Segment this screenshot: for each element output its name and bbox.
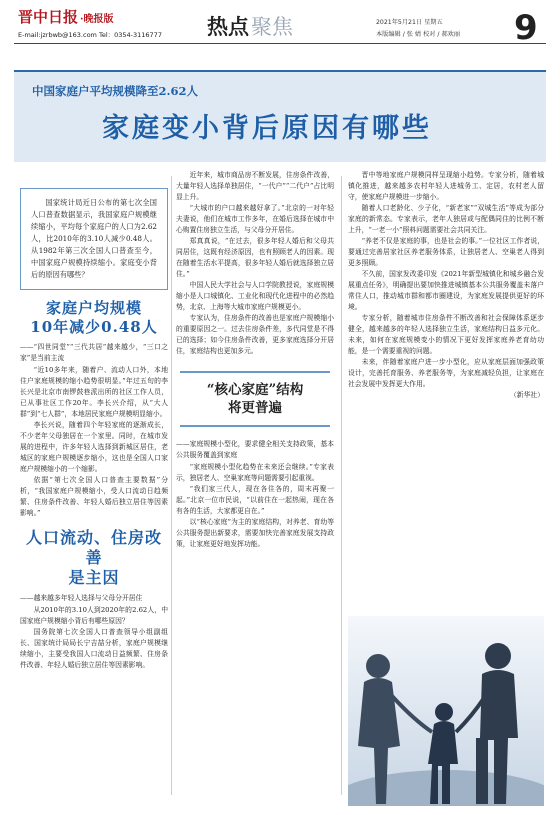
section1-para: 李长兴说，随着四个年轻家庭的逐渐成长，不少老年父母独居在一个家里。同时，在城市发展的进程中，许多年轻人选择到新城区居住，老城区的家庭户规模逐步缩小，这也是全国人口家庭户规模缩小的一个缩影。	[20, 421, 168, 473]
issue-date: 2021年5月21日 星期五	[376, 19, 443, 26]
col3-para: “养老不仅是家庭的事，也是社会的事。”一位社区工作者说，要通过完善居家社区养老服务体系，让独居老人、空巢老人得到更多照顾。	[348, 237, 544, 267]
col2-para: 郑真真说，“在过去，很多年轻人婚后和父母共同居住，这既有经济原因，也有照顾老人的因素。现在随着生活水平提高，很多年轻人婚后就选择独立居住。”	[176, 237, 334, 278]
page-number: 9	[514, 8, 538, 48]
section2-byline: ——越来越多年轻人选择与父母分开居住	[20, 594, 143, 602]
section-sub: 聚焦	[251, 15, 293, 39]
issue-info	[376, 18, 511, 39]
column-3	[348, 170, 544, 610]
section1-title: 家庭户均规模 10年减少0.48人	[30, 299, 158, 336]
pull-quote-heading: “核心家庭”结构 将更普遍	[180, 371, 330, 427]
column-1	[20, 170, 168, 770]
newspaper-logo	[18, 6, 142, 28]
section2-para: 国务院第七次全国人口普查领导小组副组长、国家统计局局长宁吉喆分析，家庭户规模继续缩小，主要受我国人口流动日益频繁、住房条件改善、年轻人婚后独立居住等因素影响。	[20, 628, 168, 669]
section-name: 热点	[207, 14, 249, 39]
col3-para: 晋中等地家庭户规模同样呈现缩小趋势。专家分析，随着城镇化推进，越来越多农村年轻人进城务工、定居，农村老人留守，使家庭户规模进一步缩小。	[348, 171, 544, 201]
col2-para: “大城市的户口越来越好拿了。”北京的一对年轻夫妻说，他们在城市工作多年，在婚后选择在城市中心购置住房独立生活，与父母分开居住。	[176, 204, 334, 234]
section1-byline: ——“四世同堂”“三代共居”越来越少，“三口之家”是当前主流	[20, 343, 168, 362]
column-divider	[171, 176, 172, 795]
kicker: 中国家庭户平均规模降至2.62人	[32, 84, 199, 98]
col2-para: 近年来，城市商品房不断发展，住房条件改善，大量年轻人选择单独居住，“一代户”“二代户”占比明显上升。	[176, 171, 334, 201]
col3-para: 不久前，国家发改委印发《2021年新型城镇化和城乡融合发展重点任务》，明确提出要加快推进城镇基本公共服务覆盖未落户常住人口，推动城市群和都市圈建设，为家庭发展提供更好的环境。	[348, 270, 544, 311]
lede-text: 国家统计局近日公布的第七次全国人口普查数据显示，我国家庭户规模继续缩小，平均每个家庭户的人口为2.62人，比2010年的3.10人减少0.48人。从1982年第三次全国人口普查至今，中国家庭户规模持续缩小。家庭变小背后的原因有哪些？	[31, 198, 157, 279]
col3-para: 专家分析，随着城市住房条件不断改善和社会保障体系逐步健全，越来越多的年轻人选择独立生活，家庭结构日益多元化。未来，如何在家庭规模变小的情况下更好发挥家庭养老育幼功能，是一个需要重视的问题。	[348, 314, 544, 355]
contact-line: E-mail:jzrbwb@163.com Tel：0354-3116777	[18, 31, 162, 39]
section1-para: 依据“第七次全国人口普查主要数据”分析，“我国家庭户规模缩小，受人口流动日趋频繁、住房条件改善、年轻人婚后独立居住等因素影响。”	[20, 476, 168, 517]
logo-sub: ·晚报版	[80, 14, 114, 25]
lede-box	[20, 188, 168, 290]
family-illustration-icon	[348, 616, 544, 806]
family-illustration	[348, 616, 544, 806]
section1-para: “近10多年来，随着户、流动人口外，本地住户家庭规模的缩小趋势很明显。”年过五旬的李长兴是北京市南锣鼓巷派出所的社区工作人员，已从事社区工作20年。李长兴介绍，从“大人群”到“七人群”，本地居民家庭户规模明显缩小。	[20, 366, 168, 418]
section-title	[207, 12, 293, 42]
section2-title: 人口流动、住房改善 是主因	[25, 528, 162, 587]
col2-para: “我们家三代人，现在各住各的，周末再聚一起。”北京一位市民说，“以前住在一起热闹，现在各有各的生活，大家都更自在。”	[176, 485, 334, 515]
column-divider	[341, 176, 342, 795]
column-2	[176, 170, 334, 788]
col2-para: 以“核心家庭”为主的家庭结构，对养老、育幼等公共服务提出新要求，需要加快完善家庭发展支持政策，让家庭更好地发挥功能。	[176, 518, 334, 548]
col2-para: 专家认为，住房条件的改善也是家庭户规模缩小的重要原因之一。过去住房条件差，多代同堂是不得已的选择；如今住房条件改善，更多家庭选择分开居住，家庭结构也更加多元。	[176, 314, 334, 355]
col2-para: “家庭规模小型化趋势在未来还会继续。”专家表示，独居老人、空巢家庭等问题需要引起重视。	[176, 463, 334, 482]
editors: 本版编辑 / 张 婧 校对 / 郝欢丽	[376, 31, 461, 38]
masthead	[0, 0, 560, 62]
col3-para: 随着人口老龄化、少子化，“新老家”“双城生活”等成为部分家庭的新常态。专家表示，老年人独居或与配偶同住的比例不断上升，“一老一小”照料问题需要社会共同关注。	[348, 204, 544, 234]
col3-para: 未来，伴随着家庭户进一步小型化，应从家庭层面加强政策设计，完善托育服务、养老服务等，为家庭减轻负担，让家庭在社会发展中发挥更大作用。	[348, 358, 544, 388]
masthead-rule	[14, 43, 546, 44]
credit: （新华社）	[510, 391, 544, 399]
col2-para: 中国人民大学社会与人口学院教授说，家庭规模缩小是人口城镇化、工业化和现代化进程中的必然趋势，北京、上海等大城市家庭户规模更小。	[176, 281, 334, 311]
headline-band	[14, 70, 546, 162]
pull-byline: ——家庭规模小型化，要求健全相关支持政策，基本公共服务覆盖到家庭	[176, 440, 334, 459]
main-headline: 家庭变小背后原因有哪些	[102, 113, 432, 144]
logo-text: 晋中日报	[18, 8, 79, 26]
section2-para: 从2010年的3.10人到2020年的2.62人，中国家庭户规模缩小背后有哪些原因？	[20, 606, 168, 625]
